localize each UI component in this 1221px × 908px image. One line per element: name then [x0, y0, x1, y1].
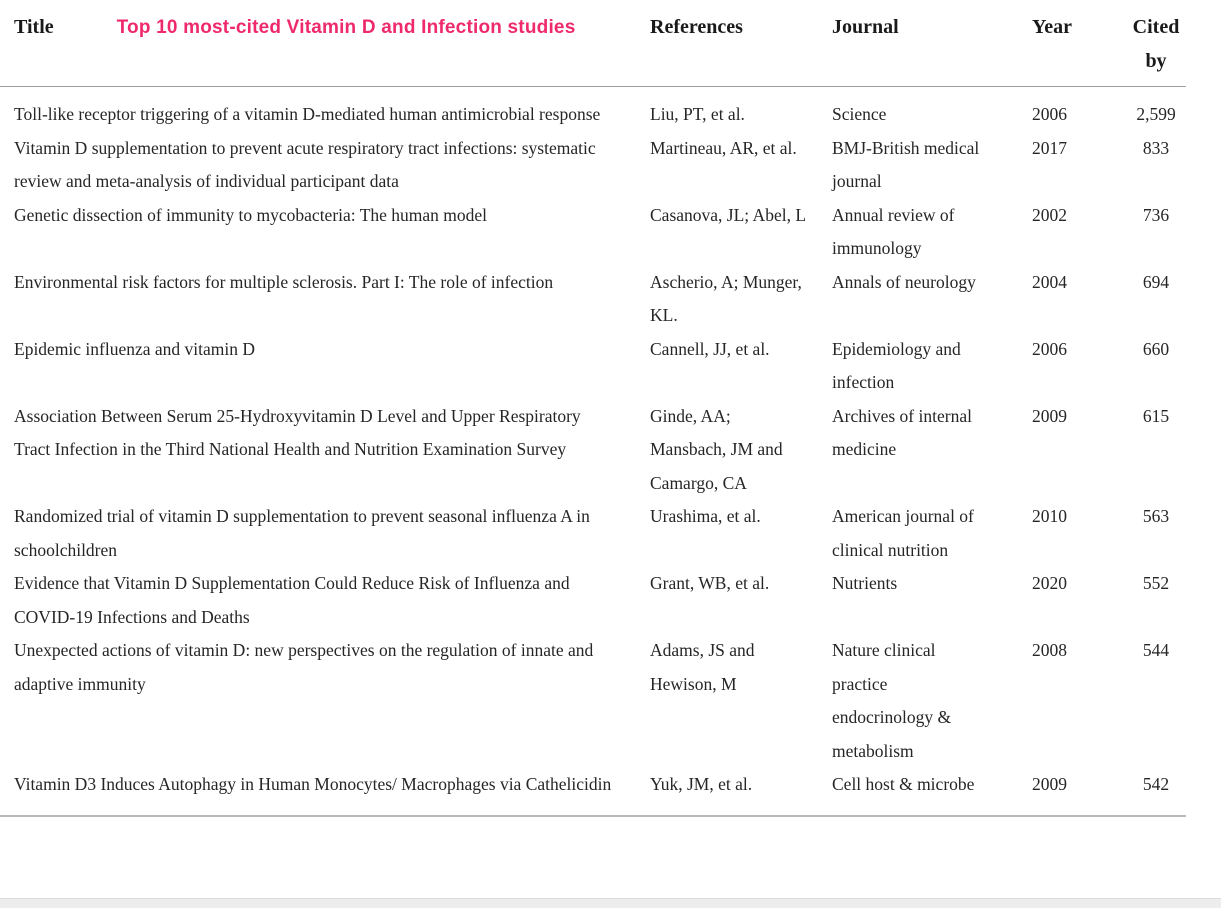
cell-references: Cannell, JJ, et al.	[650, 338, 770, 359]
cell-year: 2002	[1032, 204, 1067, 225]
cell-year: 2009	[1032, 774, 1067, 794]
cell-references: Casanova, JL; Abel, L	[650, 204, 807, 225]
cell-cited-by: 2,599	[1136, 104, 1176, 124]
cell-journal: Annals of neurology	[832, 271, 976, 292]
cell-title: Association Between Serum 25-Hydroxyvitamin D Level and Upper Respiratory Tract Infection in the Third National Health and Nutrition Examination Survey	[14, 405, 581, 459]
cell-title: Randomized trial of vitamin D supplementation to prevent seasonal influenza A in schoolchildren	[14, 506, 590, 560]
table-header	[0, 0, 1186, 87]
cell-references: Martineau, AR, et al.	[650, 137, 797, 158]
table-row	[0, 132, 1186, 199]
cell-year: 2020	[1032, 573, 1067, 593]
cell-title: Genetic dissection of immunity to mycobacteria: The human model	[14, 204, 488, 225]
table-row	[0, 500, 1186, 567]
table-row	[0, 87, 1186, 132]
table-row	[0, 400, 1186, 501]
cell-title: Epidemic influenza and vitamin D	[14, 338, 256, 359]
cell-journal: Science	[832, 104, 887, 124]
cell-cited-by: 615	[1142, 405, 1170, 426]
cell-year: 2017	[1032, 137, 1067, 158]
cell-year: 2010	[1032, 506, 1067, 526]
cell-cited-by: 660	[1142, 338, 1170, 359]
cell-title: Unexpected actions of vitamin D: new perspectives on the regulation of innate and adaptive immunity	[14, 640, 594, 694]
cell-references: Ginde, AA; Mansbach, JM and Camargo, CA	[650, 405, 783, 493]
cell-journal: BMJ-British medical journal	[832, 137, 980, 191]
column-header-cited-by: Cited by	[1132, 16, 1180, 72]
table-bottom-divider	[0, 815, 1186, 817]
cell-year: 2008	[1032, 640, 1067, 660]
column-header-year: Year	[1032, 16, 1072, 38]
cell-journal: Archives of internal medicine	[832, 405, 972, 459]
table-row	[0, 567, 1186, 634]
cell-year: 2006	[1032, 338, 1067, 359]
cell-cited-by: 552	[1142, 573, 1170, 593]
table-row	[0, 634, 1186, 768]
cell-references: Liu, PT, et al.	[650, 104, 745, 124]
cell-references: Yuk, JM, et al.	[650, 774, 753, 794]
cell-cited-by: 542	[1142, 774, 1170, 794]
table-caption: Top 10 most-cited Vitamin D and Infection studies	[116, 17, 576, 38]
cell-year: 2004	[1032, 271, 1067, 292]
column-header-title-label: Title	[14, 16, 54, 38]
cell-journal: Epidemiology and infection	[832, 338, 961, 392]
cell-year: 2009	[1032, 405, 1067, 426]
cell-journal: Annual review of immunology	[832, 204, 955, 258]
column-header-references: References	[650, 16, 743, 38]
table-body	[0, 87, 1186, 815]
cell-references: Adams, JS and Hewison, M	[650, 640, 755, 694]
cell-references: Urashima, et al.	[650, 506, 761, 526]
cell-journal: Nutrients	[832, 573, 898, 593]
cell-cited-by: 833	[1142, 137, 1170, 158]
cell-title: Vitamin D3 Induces Autophagy in Human Monocytes/ Macrophages via Cathelicidin	[14, 774, 612, 794]
cell-journal: Cell host & microbe	[832, 774, 975, 794]
cell-cited-by: 736	[1142, 204, 1170, 225]
table-row	[0, 199, 1186, 266]
cell-cited-by: 563	[1142, 506, 1170, 526]
cell-references: Grant, WB, et al.	[650, 573, 770, 593]
cell-cited-by: 694	[1142, 271, 1170, 292]
table-row	[0, 266, 1186, 333]
column-header-journal: Journal	[832, 16, 899, 38]
horizontal-scrollbar[interactable]	[0, 898, 1221, 908]
cell-journal: Nature clinical practice endocrinology & metabolism	[832, 640, 952, 761]
cell-references: Ascherio, A; Munger, KL.	[650, 271, 802, 325]
cell-title: Vitamin D supplementation to prevent acute respiratory tract infections: systematic review and meta-analysis of individual participant data	[14, 137, 596, 191]
cell-title: Environmental risk factors for multiple sclerosis. Part I: The role of infection	[14, 271, 554, 292]
table-row	[0, 768, 1186, 815]
cell-journal: American journal of clinical nutrition	[832, 506, 974, 560]
cell-cited-by: 544	[1142, 640, 1170, 660]
table-row	[0, 333, 1186, 400]
cell-title: Toll-like receptor triggering of a vitamin D-mediated human antimicrobial response	[14, 104, 601, 124]
cell-year: 2006	[1032, 104, 1067, 124]
cell-title: Evidence that Vitamin D Supplementation Could Reduce Risk of Influenza and COVID-19 Infections and Deaths	[14, 573, 570, 627]
column-header-title	[0, 0, 650, 87]
